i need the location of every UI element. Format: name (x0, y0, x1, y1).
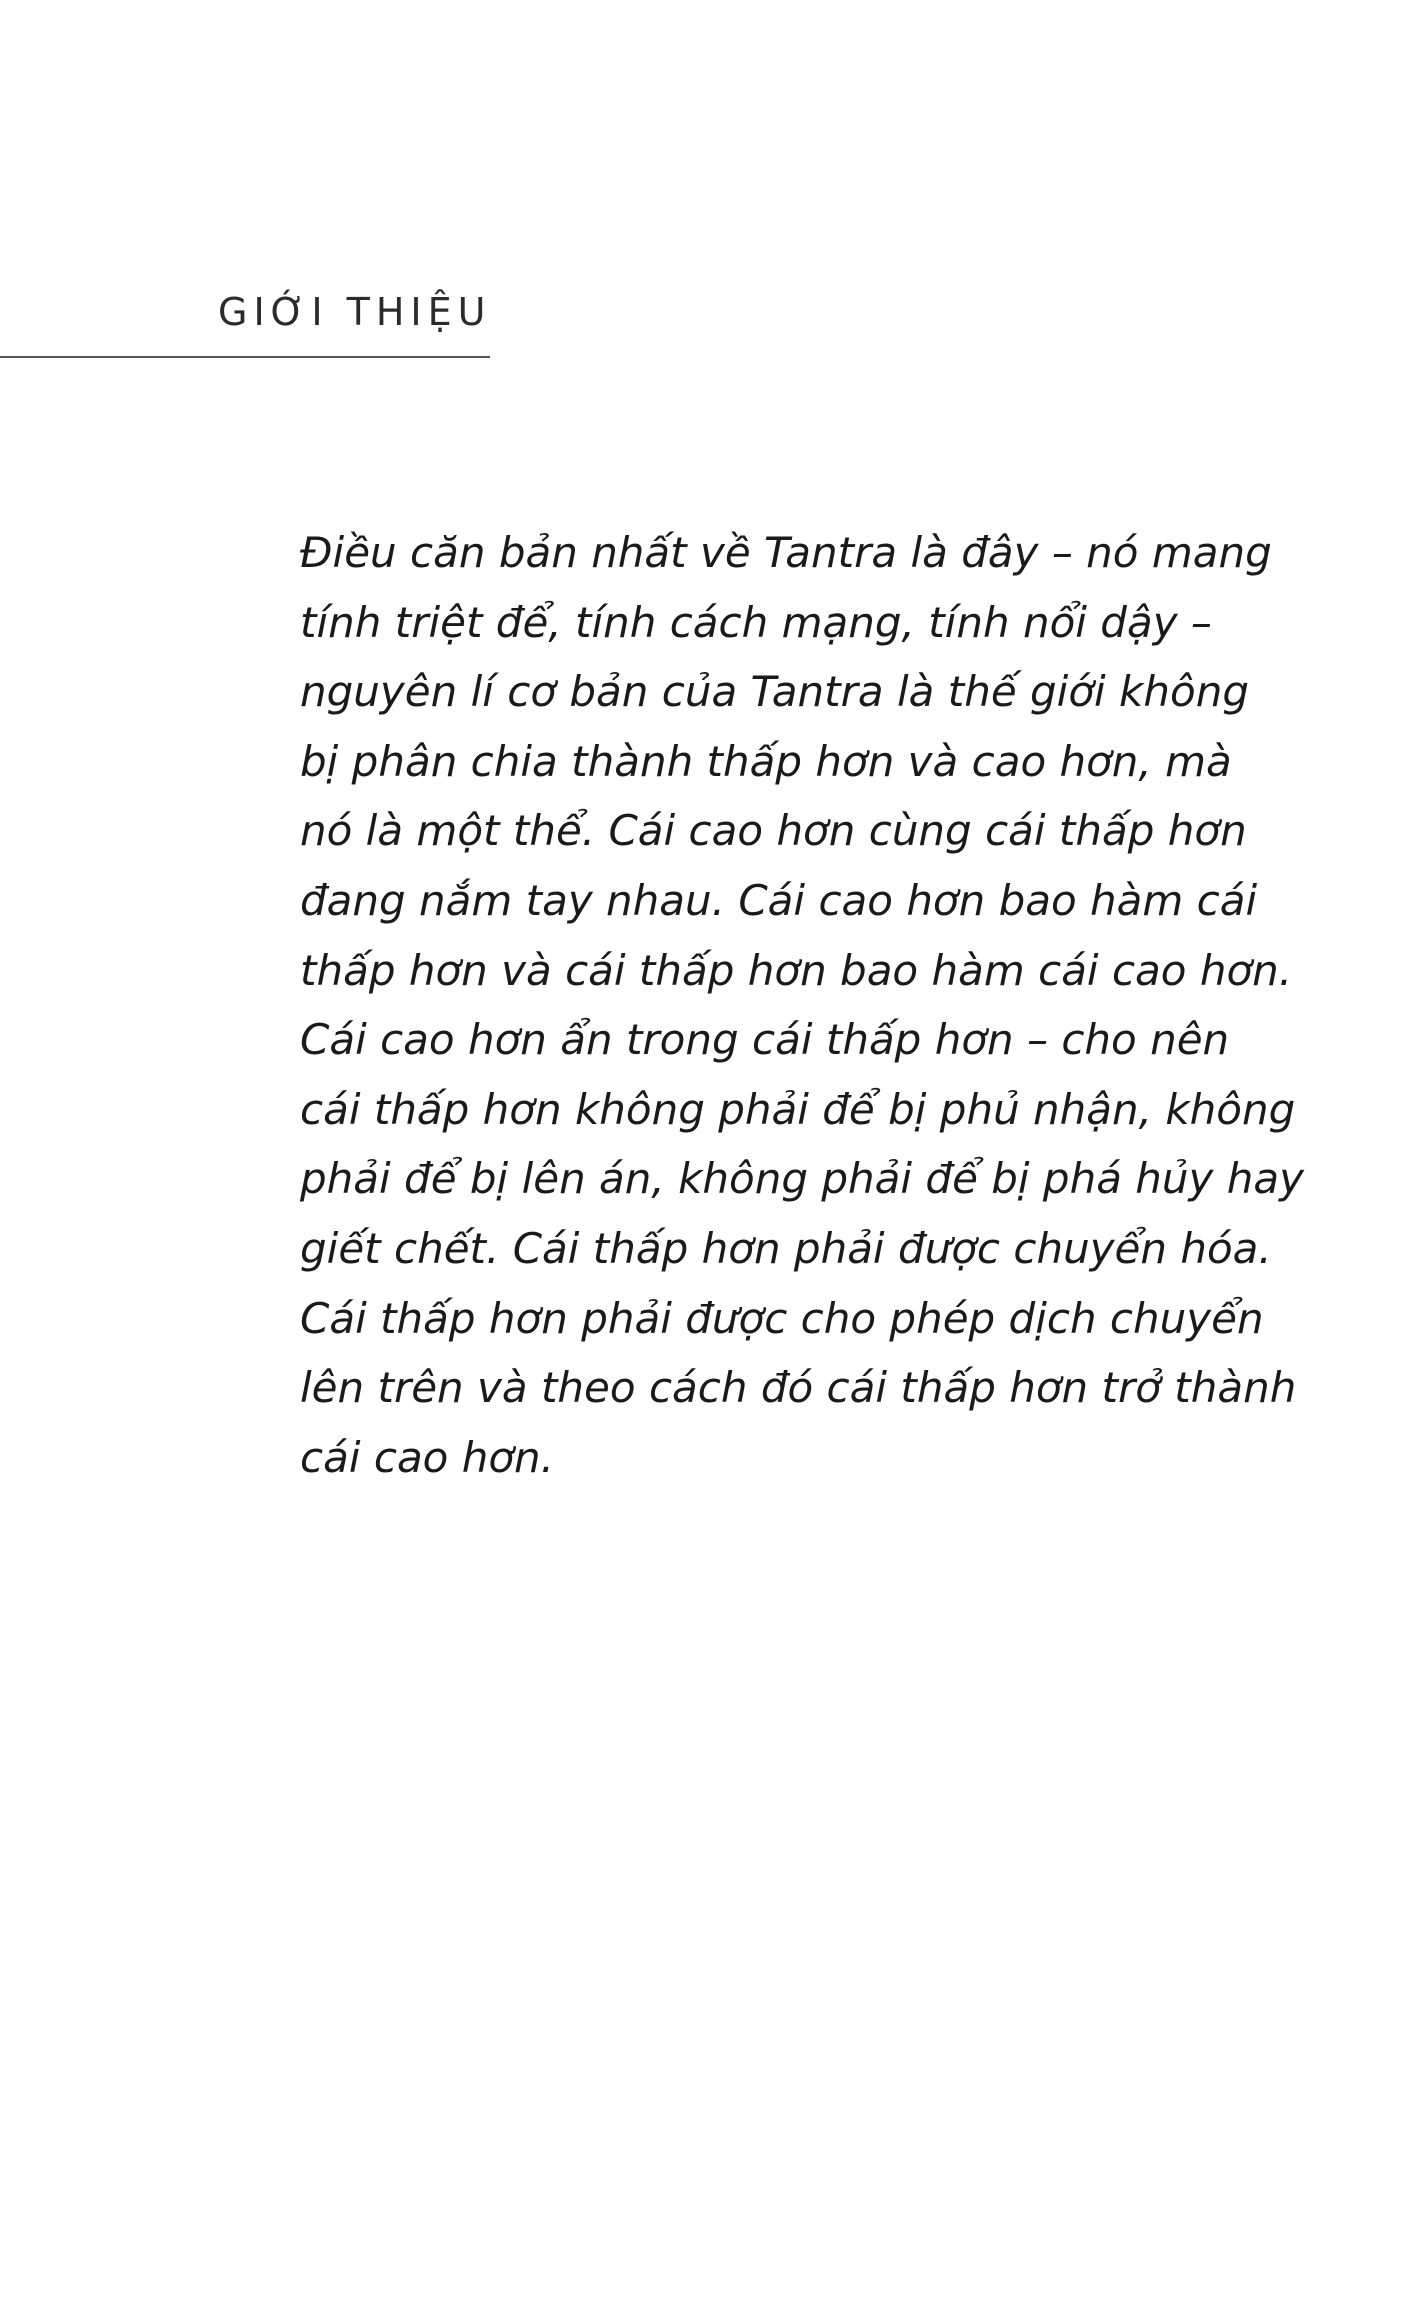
paragraph-line: nó là một thể. Cái cao hơn cùng cái thấp hơn (300, 806, 1247, 856)
paragraph-line: nguyên lí cơ bản của Tantra là thế giới không (300, 667, 1249, 717)
paragraph-line: cái cao hơn. (300, 1432, 555, 1482)
paragraph-line: bị phân chia thành thấp hơn và cao hơn, mà (300, 736, 1232, 786)
section-title: GIỚI THIỆU (218, 290, 492, 334)
paragraph-line: lên trên và theo cách đó cái thấp hơn trở thành (300, 1363, 1297, 1413)
paragraph-line: thấp hơn và cái thấp hơn bao hàm cái cao hơn. (300, 945, 1293, 995)
section-divider (0, 356, 490, 358)
paragraph-line: Cái thấp hơn phải được cho phép dịch chuyển (300, 1293, 1264, 1343)
paragraph-line: Cái cao hơn ẩn trong cái thấp hơn – cho nên (300, 1015, 1230, 1065)
body-paragraph (300, 518, 1304, 1492)
paragraph-line: cái thấp hơn không phải để bị phủ nhận, không (300, 1084, 1296, 1134)
paragraph-line: phải để bị lên án, không phải để bị phá hủy hay (300, 1154, 1304, 1204)
paragraph-line: đang nắm tay nhau. Cái cao hơn bao hàm cái (300, 875, 1258, 925)
paragraph-line: Điều căn bản nhất về Tantra là đây – nó mang (300, 528, 1272, 577)
paragraph-line: giết chết. Cái thấp hơn phải được chuyển hóa. (300, 1223, 1272, 1273)
paragraph-line: tính triệt để, tính cách mạng, tính nổi dậy – (300, 597, 1212, 647)
